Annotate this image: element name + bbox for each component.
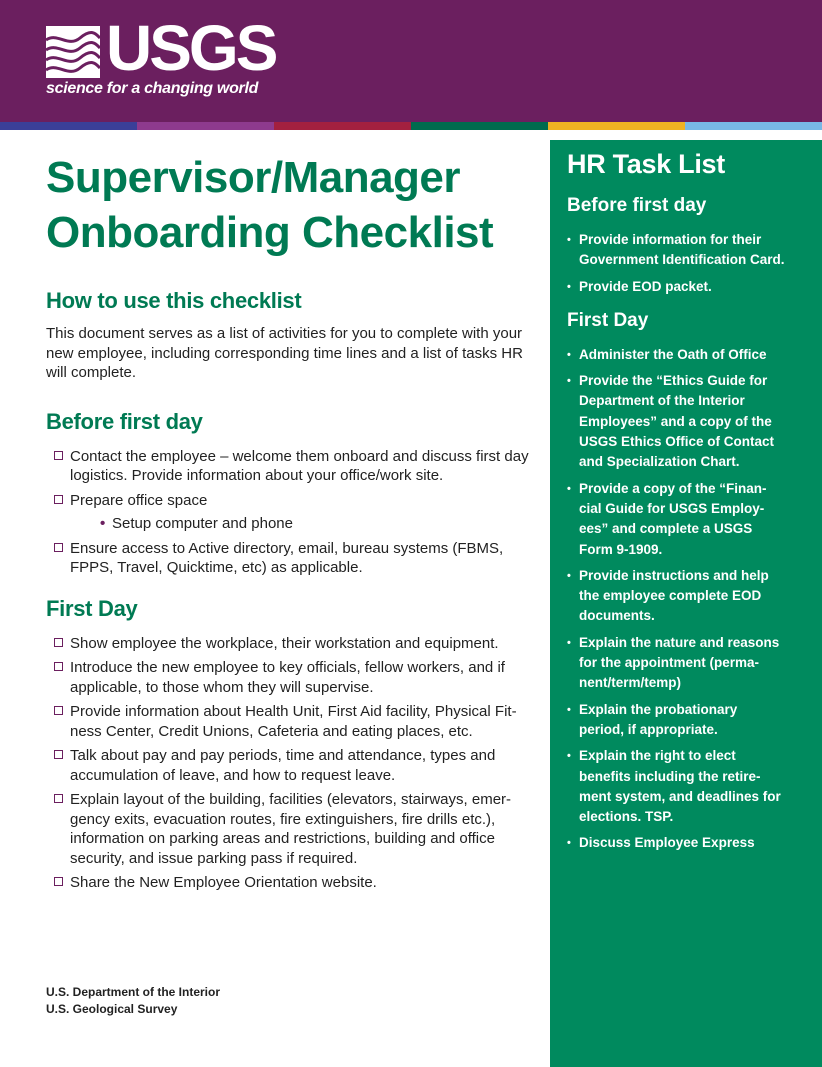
- footer: [46, 984, 220, 1018]
- sidebar-item-line: period, if appropriate.: [579, 721, 718, 737]
- sidebar-item-line: Employees” and a copy of the: [579, 413, 772, 429]
- sidebar-item-line: documents.: [579, 608, 655, 624]
- first-day-checklist: [46, 634, 530, 893]
- sidebar-item-line: Provide instructions and help: [579, 567, 769, 583]
- usgs-wave-icon: [46, 26, 100, 78]
- logo-tagline: science for a changing world: [46, 80, 259, 97]
- header-banner: [0, 0, 822, 122]
- stripe-2: [137, 122, 274, 130]
- title-line-1: Supervisor/Manager: [46, 153, 461, 202]
- checklist-item-text: Prepare office space: [70, 491, 208, 509]
- sidebar-item-line: cial Guide for USGS Employ-: [579, 500, 765, 516]
- sidebar-item-line: Government Identification Card.: [579, 252, 785, 268]
- sidebar-item-line: Provide EOD packet.: [579, 278, 712, 294]
- sidebar-list-item: [567, 371, 812, 472]
- sidebar-item-line: USGS Ethics Office of Contact: [579, 434, 775, 450]
- sub-list-item: [70, 514, 530, 534]
- sidebar-first-day-heading: First Day: [567, 309, 649, 331]
- footer-department: U.S. Department of the Interior: [46, 985, 221, 999]
- checkbox-icon[interactable]: [54, 877, 63, 886]
- checklist-item-text: Show employee the workplace, their workstation and equipment.: [70, 634, 499, 652]
- sidebar-item-line: elections. TSP.: [579, 809, 674, 825]
- checklist-item: [46, 539, 530, 578]
- checklist-item-text: Share the New Employee Orientation website.: [70, 874, 377, 891]
- sidebar-list-item: [567, 345, 812, 365]
- sidebar-item-line: ees” and complete a USGS: [579, 521, 753, 537]
- sidebar-list-item: [567, 230, 812, 271]
- checklist-item: [46, 702, 530, 741]
- bullet-icon: •: [100, 515, 106, 532]
- checklist-item: [46, 790, 530, 868]
- stripe-5: [548, 122, 685, 130]
- stripe-3: [274, 122, 411, 130]
- sidebar-before-list: [567, 230, 812, 297]
- color-stripe-bar: [0, 122, 822, 130]
- title-line-2: Onboarding Checklist: [46, 208, 494, 257]
- usgs-logo[interactable]: [46, 12, 306, 104]
- checkbox-icon[interactable]: [54, 662, 63, 671]
- checklist-item: [46, 746, 530, 785]
- checklist-item-text: Ensure access to Active directory, email, bureau systems (FBMS, FPPS, Travel, Quicktime, etc) as applicable.: [70, 539, 504, 576]
- bullet-icon: •: [567, 234, 571, 246]
- checklist-item: [46, 491, 530, 534]
- sidebar-item-line: Administer the Oath of Office: [579, 346, 767, 362]
- hr-task-sidebar: [550, 140, 822, 1067]
- bullet-icon: •: [567, 837, 571, 850]
- sidebar-item-line: for the appointment (perma-: [579, 655, 760, 671]
- sidebar-item-line: Explain the right to elect: [579, 748, 736, 764]
- bullet-icon: •: [567, 375, 571, 388]
- bullet-icon: •: [567, 636, 571, 649]
- bullet-icon: •: [567, 750, 571, 763]
- bullet-icon: •: [567, 280, 571, 293]
- checkbox-icon[interactable]: [54, 495, 63, 504]
- howto-heading: How to use this checklist: [46, 288, 302, 313]
- bullet-icon: •: [567, 482, 571, 495]
- checklist-item-text: Introduce the new employee to key officials, fellow workers, and if applicable, to those whom they will supervise.: [70, 659, 505, 696]
- checkbox-icon[interactable]: [54, 543, 63, 552]
- sidebar-item-line: Provide information for their: [579, 232, 762, 247]
- sidebar-list-item: [567, 833, 812, 853]
- sidebar-list-item: [567, 566, 812, 627]
- sidebar-item-line: Explain the nature and reasons: [579, 634, 780, 650]
- sidebar-item-line: Provide the “Ethics Guide for: [579, 373, 768, 389]
- bullet-icon: •: [567, 348, 571, 361]
- sidebar-title: HR Task List: [567, 149, 725, 179]
- sidebar-item-line: the employee complete EOD: [579, 588, 762, 604]
- sub-list-item-text: Setup computer and phone: [112, 515, 293, 532]
- checklist-item-text: Contact the employee – welcome them onboard and discuss first day logistics. Provide information about your office/work site.: [70, 447, 529, 484]
- checkbox-icon[interactable]: [54, 451, 63, 460]
- checklist-item-text: Provide information about Health Unit, First Aid facility, Physical Fit-ness Center, Credit Unions, Cafeteria and eating places, etc.: [70, 703, 517, 740]
- before-first-day-heading: Before first day: [46, 408, 203, 434]
- intro-paragraph: This document serves as a list of activities for you to complete with your new employee, including corresponding time lines and a list of tasks HR will complete.: [46, 325, 523, 381]
- sidebar-item-line: Provide a copy of the “Finan-: [579, 480, 767, 496]
- sidebar-item-line: Discuss Employee Express: [579, 835, 755, 851]
- main-content: [46, 150, 530, 898]
- bullet-icon: •: [567, 569, 571, 582]
- checklist-item: [46, 658, 530, 697]
- first-day-heading: First Day: [46, 595, 138, 621]
- sub-list: [70, 514, 530, 534]
- checklist-item-text: Talk about pay and pay periods, time and attendance, types and accumulation of leave, and how to request leave.: [70, 747, 496, 784]
- checkbox-icon[interactable]: [54, 638, 63, 647]
- before-first-day-checklist: [46, 447, 530, 578]
- checklist-item: [46, 447, 530, 486]
- sidebar-list-item: [567, 633, 812, 694]
- logo-wordmark: USGS: [106, 12, 276, 84]
- checklist-item-text: Explain layout of the building, facilities (elevators, stairways, emer-gency exits, evacuation routes, fire extinguishers, fire drills etc.), information on parking areas and restrictions, building and office security, and issue parking pass if required.: [70, 791, 512, 867]
- sidebar-list-item: [567, 277, 812, 297]
- sidebar-list-item: [567, 479, 812, 560]
- sidebar-item-line: and Specialization Chart.: [579, 454, 740, 470]
- footer-agency: U.S. Geological Survey: [46, 1002, 178, 1016]
- checkbox-icon[interactable]: [54, 750, 63, 759]
- sidebar-item-line: ment system, and deadlines for: [579, 788, 781, 804]
- sidebar-item-line: Form 9-1909.: [579, 541, 663, 557]
- checklist-item: [46, 873, 530, 893]
- sidebar-item-line: benefits including the retire-: [579, 768, 761, 784]
- stripe-4: [411, 122, 548, 130]
- stripe-1: [0, 122, 137, 130]
- sidebar-before-heading: Before first day: [567, 195, 707, 216]
- sidebar-list-item: [567, 700, 812, 741]
- sidebar-item-line: Department of the Interior: [579, 393, 745, 409]
- stripe-6: [685, 122, 822, 130]
- checkbox-icon[interactable]: [54, 706, 63, 715]
- sidebar-first-day-list: [567, 345, 812, 854]
- sidebar-item-line: Explain the probationary: [579, 701, 738, 717]
- sidebar-list-item: [567, 746, 812, 827]
- checklist-item: [46, 634, 530, 654]
- page-title: [46, 150, 530, 260]
- sidebar-item-line: nent/term/temp): [579, 675, 682, 691]
- bullet-icon: •: [567, 703, 571, 716]
- checkbox-icon[interactable]: [54, 794, 63, 803]
